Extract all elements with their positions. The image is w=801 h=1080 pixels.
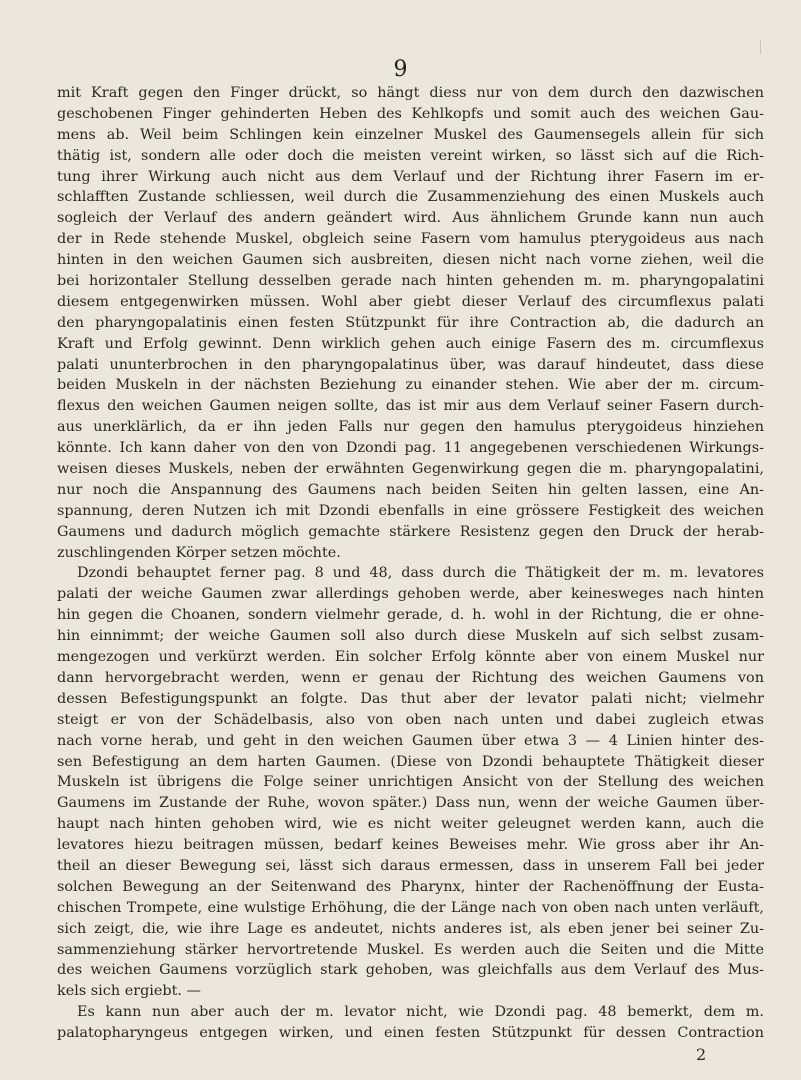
text-line: Gaumens und dadurch möglich gemachte stärkere Resistenz gegen den Druck der herab-	[57, 523, 764, 540]
text-line: hin gegen die Choanen, sondern vielmehr gerade, d. h. wohl in der Richtung, die er ohne-	[57, 607, 764, 624]
text-line: mengezogen und verkürzt werden. Ein solcher Erfolg könnte aber von einem Muskel nur	[57, 649, 764, 666]
text-line: levatores hiezu beitragen müssen, bedarf keines Beweises mehr. Wie gross aber ihr An-	[57, 837, 764, 854]
text-line: thätig ist, sondern alle oder doch die meisten vereint wirken, so lässt sich auf die Rich-	[57, 147, 764, 164]
text-line: beiden Muskeln in der nächsten Beziehung zu einander stehen. Wie aber der m. circum-	[57, 377, 764, 394]
text-line: palatopharyngeus entgegen wirken, und einen festen Stützpunkt für dessen Contraction	[57, 1025, 764, 1042]
text-line: weisen dieses Muskels, neben der erwähnten Gegenwirkung gegen die m. pharyngopalatini,	[57, 461, 764, 478]
text-line: palati ununterbrochen in den pharyngopalatinus über, was darauf hindeutet, dass diese	[57, 356, 764, 373]
text-line: nach vorne herab, und geht in den weichen Gaumen über etwa 3 — 4 Linien hinter des-	[57, 732, 764, 749]
text-line: flexus den weichen Gaumen neigen sollte, das ist mir aus dem Verlauf seiner Fasern durch-	[57, 398, 764, 415]
text-line: sich zeigt, die, wie ihre Lage es andeutet, nichts anderes ist, als eben jener bei seiner Zu-	[57, 920, 764, 937]
text-line: der in Rede stehende Muskel, obgleich seine Fasern vom hamulus pterygoideus aus nach	[57, 231, 764, 248]
text-line: mens ab. Weil beim Schlingen kein einzelner Muskel des Gaumensegels allein für sich	[57, 126, 764, 143]
body-text	[57, 83, 764, 1044]
text-line: dessen Befestigungspunkt an folgte. Das thut aber der levator palati nicht; vielmehr	[57, 690, 764, 707]
scan-mark	[760, 40, 761, 54]
text-line: Gaumens im Zustande der Ruhe, wovon später.) Dass nun, wenn der weiche Gaumen über-	[57, 795, 764, 812]
text-line: sen Befestigung an dem harten Gaumen. (Diese von Dzondi behauptete Thätigkeit dieser	[57, 753, 764, 770]
text-line: bei horizontaler Stellung desselben gerade nach hinten gehenden m. m. pharyngopalatini	[57, 273, 764, 290]
text-line: diesem entgegenwirken müssen. Wohl aber giebt dieser Verlauf des circumflexus palati	[57, 293, 764, 310]
text-line: palati der weiche Gaumen zwar allerdings gehoben werde, aber keinesweges nach hinten	[57, 586, 764, 603]
page-number: 9	[393, 57, 408, 82]
text-line: theil an dieser Bewegung sei, lässt sich daraus ermessen, dass in unserem Fall bei jeder	[57, 857, 764, 874]
text-line: chischen Trompete, eine wulstige Erhöhung, die der Länge nach von oben nach unten verläuft,	[57, 899, 764, 916]
text-line: Muskeln ist übrigens die Folge seiner unrichtigen Ansicht von der Stellung des weichen	[57, 774, 764, 791]
text-line: nur noch die Anspannung des Gaumens nach beiden Seiten hin gelten lassen, eine An-	[57, 481, 764, 498]
text-line: haupt nach hinten gehoben wird, wie es nicht weiter geleugnet werden kann, auch die	[57, 816, 764, 833]
text-line: des weichen Gaumens vorzüglich stark gehoben, was gleichfalls aus dem Verlauf des Mus-	[57, 962, 764, 979]
text-line: hinten in den weichen Gaumen sich ausbreiten, diesen nicht nach vorne ziehen, weil die	[57, 252, 764, 269]
text-line: Es kann nun aber auch der m. levator nicht, wie Dzondi pag. 48 bemerkt, dem m.	[77, 1004, 764, 1021]
text-line: sammenziehung stärker hervortretende Muskel. Es werden auch die Seiten und die Mitte	[57, 941, 764, 958]
text-line: hin einnimmt; der weiche Gaumen soll also durch diese Muskeln auf sich selbst zusam-	[57, 628, 764, 645]
text-line: den pharyngopalatinis einen festen Stützpunkt für ihre Contraction ab, die dadurch an	[57, 314, 764, 331]
text-line: mit Kraft gegen den Finger drückt, so hängt diess nur von dem durch den dazwischen	[57, 85, 764, 101]
text-line: tung ihrer Wirkung auch nicht aus dem Verlauf und der Richtung ihrer Fasern im er-	[57, 168, 764, 185]
text-line: spannung, deren Nutzen ich mit Dzondi ebenfalls in eine grössere Festigkeit des weichen	[57, 502, 764, 519]
text-line: solchen Bewegung an der Seitenwand des Pharynx, hinter der Rachenöffnung der Eusta-	[57, 878, 764, 895]
text-line: Kraft und Erfolg gewinnt. Denn wirklich gehen auch einige Fasern des m. circumflexus	[57, 335, 764, 352]
text-line: aus unerklärlich, da er ihn jeden Falls nur gegen den hamulus pterygoideus hinziehen	[57, 419, 764, 436]
text-line: Dzondi behauptet ferner pag. 8 und 48, dass durch die Thätigkeit der m. m. levatores	[77, 565, 764, 582]
text-line: könnte. Ich kann daher von den von Dzondi pag. 11 angegebenen verschiedenen Wirkungs-	[57, 440, 764, 457]
text-line: schlafften Zustande schliessen, weil durch die Zusammenziehung des einen Muskels auch	[57, 189, 764, 206]
text-line: zuschlingenden Körper setzen möchte.	[57, 544, 341, 561]
text-line: kels sich ergiebt. —	[57, 983, 201, 1000]
text-line: sogleich der Verlauf des andern geändert wird. Aus ähnlichem Grunde kann nun auch	[57, 210, 764, 227]
text-line: dann hervorgebracht werden, wenn er genau der Richtung des weichen Gaumens von	[57, 669, 764, 686]
text-line: geschobenen Finger gehinderten Heben des Kehlkopfs und somit auch des weichen Gau-	[57, 105, 764, 122]
signature-mark: 2	[696, 1045, 707, 1064]
text-line: steigt er von der Schädelbasis, also von oben nach unten und dabei zugleich etwas	[57, 711, 764, 728]
